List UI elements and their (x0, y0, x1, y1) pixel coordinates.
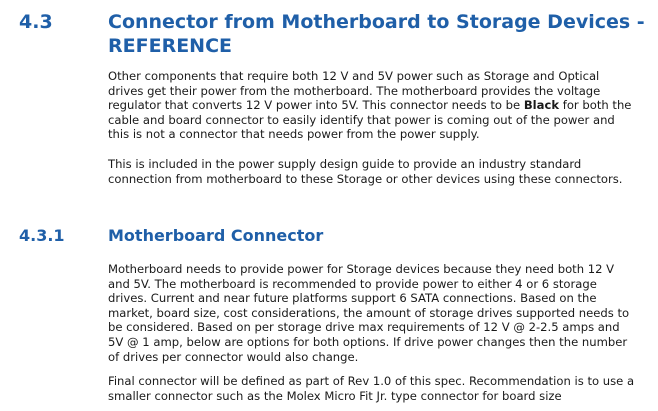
section-paragraph-2: This is included in the power supply design guide to provide an industry standard connection from motherboard to these Storage or other devices using these connectors. (108, 157, 623, 186)
paragraph-text: for both the cable and board connector to easily identify that power is coming out of the power and this is not a connector that needs power from the power supply. (108, 98, 632, 142)
subsection-title: Motherboard Connector (108, 226, 324, 245)
section-number: 4.3 (19, 11, 53, 33)
section-title: Connector from Motherboard to Storage Devices - REFERENCE (108, 11, 645, 57)
section-paragraph-1 (108, 69, 638, 142)
subsection-paragraph-1: Motherboard needs to provide power for Storage devices because they need both 12 V and 5V. The motherboard is recommended to provide power to either 4 or 6 storage drives. Current and near future platforms support 6 SATA connections. Based on the market, board size, cost considerations, the amount of storage drives supported needs to be considered. Based on per storage drive max requirements of 12 V @ 2-2.5 amps and 5V @ 1 amp, below are options for both options. If drive power changes then the number of drives per connector would also change. (108, 262, 630, 364)
paragraph-text: Other components that require both 12 V and 5V power such as Storage and Optical drives get their power from the motherboard. The motherboard provides the voltage regulator that converts 12 V power into 5V. This connector needs to be (108, 69, 601, 113)
subsection-number: 4.3.1 (19, 226, 65, 245)
emphasis-black: Black (523, 98, 560, 113)
subsection-paragraph-2: Final connector will be defined as part of Rev 1.0 of this spec. Recommendation is to use a smaller connector such as the Molex Micro Fit Jr. type connector for board size (108, 374, 635, 403)
